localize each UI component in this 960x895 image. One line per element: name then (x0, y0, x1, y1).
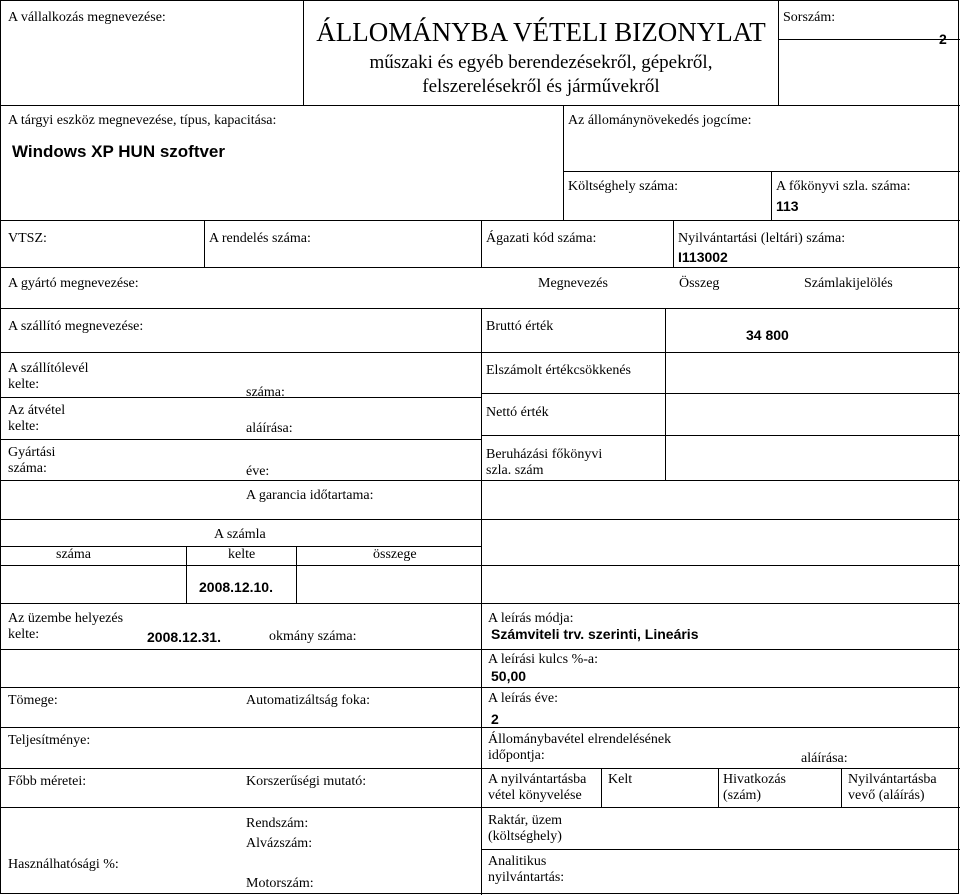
ledger-label: A főkönyvi szla. száma: (776, 179, 911, 194)
col-name-header: Megnevezés (538, 276, 608, 291)
rule (186, 546, 187, 603)
factory-label: Gyártási (8, 445, 56, 460)
taker-sign-label: vevő (aláírás) (848, 788, 925, 803)
modernity-label: Korszerűségi mutató: (246, 774, 367, 789)
write-off-method-value: Számviteli trv. szerinti, Lineáris (491, 626, 699, 642)
rule (563, 105, 564, 220)
registration-order-date-label: időpontja: (488, 748, 545, 763)
chassis-number-label: Alvázszám: (246, 836, 313, 851)
order-label: A rendelés száma: (209, 231, 311, 246)
rule (778, 1, 779, 105)
performance-label: Teljesítménye: (8, 733, 91, 748)
rule (665, 308, 666, 480)
rule (481, 308, 482, 520)
delivery-note-number-label: száma: (246, 385, 285, 400)
booking-date-label: Kelt (608, 772, 633, 787)
net-value-label: Nettó érték (486, 405, 549, 420)
acceptance-label: Az átvétel (8, 403, 66, 418)
rule (601, 768, 602, 807)
rule (296, 546, 297, 603)
invoice-col-number: száma (56, 547, 91, 562)
acceptance-date-label: kelte: (8, 419, 40, 434)
warranty-label: A garancia időtartama: (246, 488, 374, 503)
investment-ledger-label: Beruházási főkönyvi (486, 447, 603, 462)
rule (1, 105, 960, 106)
rule (481, 435, 960, 436)
plate-number-label: Rendszám: (246, 816, 309, 831)
automation-label: Automatizáltság foka: (246, 693, 371, 708)
delivery-note-label: A szállítólevél (8, 361, 89, 376)
page-subtitle-1: műszaki és egyéb berendezésekről, gépekről, (369, 52, 713, 73)
invoice-date-value: 2008.12.10. (199, 579, 273, 595)
rule (673, 220, 674, 267)
write-off-year-label: A leírás éve: (488, 691, 558, 706)
depreciation-label: Elszámolt értékcsökkenés (486, 363, 632, 378)
rule (481, 519, 482, 603)
weight-label: Tömege: (8, 693, 58, 708)
registration-order-label: Állománybavétel elrendelésének (488, 732, 672, 747)
factory-year-label: éve: (246, 464, 270, 479)
rule (481, 849, 960, 850)
invoice-header: A számla (214, 527, 266, 542)
acceptance-sign-label: aláírása: (246, 421, 293, 436)
write-off-rate-label: A leírási kulcs %-a: (488, 652, 599, 667)
operation-date-value: 2008.12.31. (147, 629, 221, 645)
serial-label: Sorszám: (783, 10, 836, 25)
page-title: ÁLLOMÁNYBA VÉTELI BIZONYLAT (316, 17, 766, 47)
registration-sign-label: aláírása: (801, 751, 848, 766)
gross-value: 34 800 (746, 327, 789, 343)
asset-name-value: Windows XP HUN szoftver (12, 142, 226, 161)
ledger-value: 113 (776, 198, 799, 214)
gross-label: Bruttó érték (486, 319, 554, 334)
vtsz-label: VTSZ: (8, 231, 47, 246)
analytic-label: Analitikus (488, 854, 547, 869)
rule (481, 220, 482, 267)
invoice-col-date: kelte (228, 547, 256, 562)
operation-label: Az üzembe helyezés (8, 611, 124, 626)
usability-label: Használhatósági %: (8, 857, 119, 872)
write-off-method-label: A leírás módja: (488, 611, 574, 626)
rule (718, 768, 719, 807)
rule (481, 603, 482, 895)
operation-date-label: kelte: (8, 627, 40, 642)
serial-value: 2 (939, 31, 947, 47)
rule (771, 171, 772, 220)
investment-ledger-number-label: szla. szám (486, 463, 544, 478)
increase-label: Az állománynövekedés jogcíme: (568, 113, 752, 128)
reference-label: Hivatkozás (723, 772, 786, 787)
company-label: A vállalkozás megnevezése: (8, 10, 166, 25)
rule (778, 39, 960, 40)
invoice-col-total: összege (373, 547, 417, 562)
inventory-value: I113002 (678, 249, 728, 265)
rule (1, 267, 960, 268)
sector-label: Ágazati kód száma: (486, 231, 597, 246)
engine-number-label: Motorszám: (246, 876, 314, 891)
page-subtitle-2: felszerelésekről és járművekről (422, 76, 660, 97)
warehouse-cost-center-label: (költséghely) (488, 829, 562, 844)
analytic-records-label: nyilvántartás: (488, 870, 565, 885)
reference-number-label: (szám) (723, 788, 762, 803)
dimensions-label: Főbb méretei: (8, 774, 87, 789)
rule (481, 393, 960, 394)
rule (1, 439, 481, 440)
operation-doc-label: okmány száma: (269, 629, 357, 644)
write-off-rate-value: 50,00 (491, 668, 527, 684)
taker-label: Nyilvántartásba (848, 772, 937, 787)
delivery-note-date-label: kelte: (8, 377, 40, 392)
rule (841, 768, 842, 807)
booking-label: A nyilvántartásba (488, 772, 587, 787)
rule (1, 397, 481, 398)
warehouse-label: Raktár, üzem (488, 813, 563, 828)
factory-number-label: száma: (8, 461, 47, 476)
manufacturer-label: A gyártó megnevezése: (8, 276, 139, 291)
cost-center-label: Költséghely száma: (568, 179, 679, 194)
rule (204, 220, 205, 267)
col-account-header: Számlakijelölés (804, 276, 893, 291)
booking-sub-label: vétel könyvelése (488, 788, 582, 803)
col-amount-header: Összeg (679, 276, 720, 291)
rule (563, 171, 960, 172)
write-off-year-value: 2 (491, 711, 499, 727)
asset-name-label: A tárgyi eszköz megnevezése, típus, kapacitása: (8, 113, 277, 128)
inventory-label: Nyilvántartási (leltári) száma: (678, 231, 846, 246)
supplier-label: A szállító megnevezése: (8, 319, 144, 334)
